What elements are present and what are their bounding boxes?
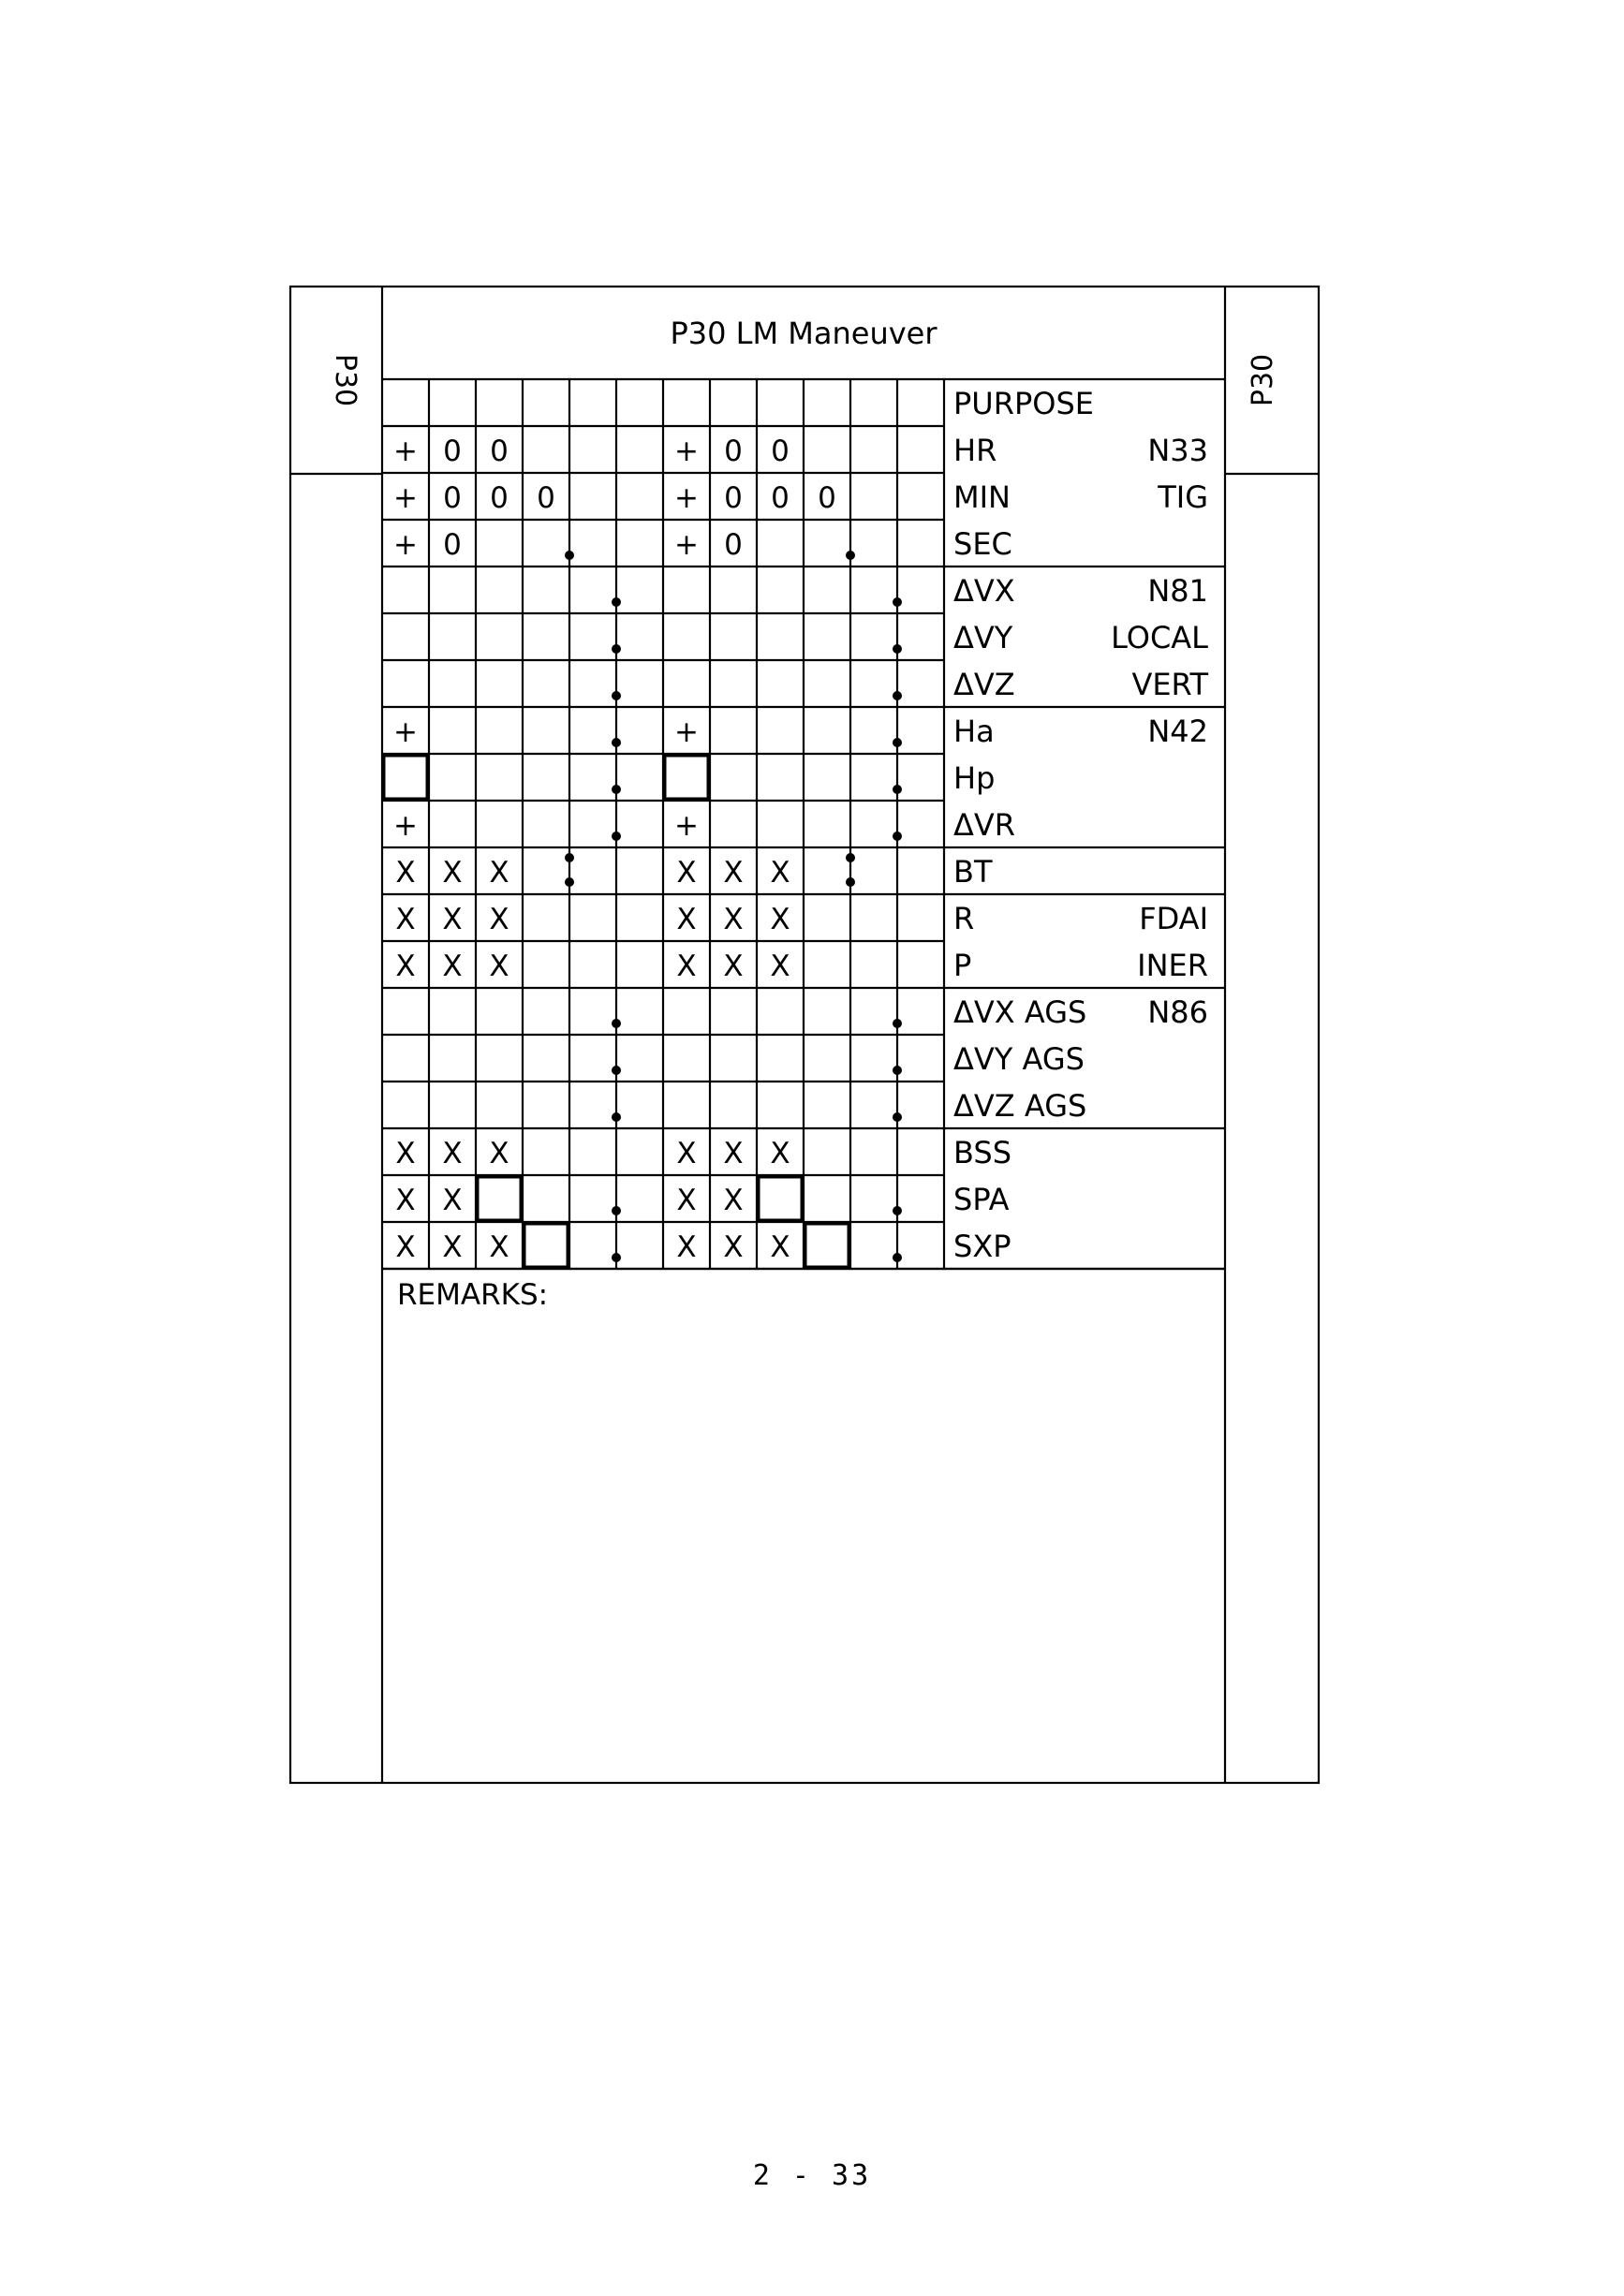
cell-value: X (489, 1230, 509, 1264)
cell-value: X (723, 1230, 744, 1264)
emphasis-box (384, 756, 427, 799)
decimal-point-marker (565, 551, 574, 560)
row-field-code: FDAI (1139, 901, 1208, 936)
cell-value: X (442, 1184, 463, 1217)
row-label: ΔVY (953, 620, 1013, 655)
right-side-tab (1247, 354, 1279, 406)
cell-value: X (723, 856, 744, 890)
cell-value: 0 (537, 481, 555, 515)
emphasis-box (478, 1177, 521, 1220)
decimal-point-marker (612, 1019, 621, 1028)
row-label: ΔVR (953, 807, 1016, 843)
cell-value: X (723, 949, 744, 983)
cell-value: X (723, 903, 744, 936)
row-label: ΔVZ (953, 667, 1015, 702)
colon-marker (565, 853, 574, 862)
decimal-point-marker (893, 691, 902, 700)
cell-value: 0 (771, 434, 790, 468)
form-row (953, 667, 1208, 702)
form-row (395, 948, 1208, 983)
cell-value: + (674, 715, 699, 749)
form-row (393, 714, 1208, 749)
cell-value: 0 (818, 481, 836, 515)
colon-marker (565, 877, 574, 887)
decimal-point-marker (893, 644, 902, 654)
row-label: HR (953, 433, 997, 468)
form-row (953, 994, 1208, 1030)
row-label: Hp (953, 760, 996, 796)
cell-value: 0 (490, 434, 509, 468)
cell-value: X (770, 949, 790, 983)
cell-value: X (723, 1184, 744, 1217)
cell-value: X (395, 1137, 416, 1170)
decimal-point-marker (612, 832, 621, 841)
form-row (393, 433, 1208, 468)
row-label: Ha (953, 714, 995, 749)
cell-value: + (674, 481, 699, 515)
row-label: SPA (953, 1182, 1010, 1217)
row-label: PURPOSE (953, 386, 1094, 421)
row-label: SEC (953, 526, 1012, 562)
cell-value: 0 (490, 481, 509, 515)
cell-value: + (393, 528, 418, 562)
page-number: 2 - 33 (752, 2159, 872, 2192)
cell-value: + (674, 528, 699, 562)
cell-value: + (393, 809, 418, 843)
cell-value: X (770, 856, 790, 890)
emphasis-box (665, 756, 708, 799)
form-row (953, 1088, 1086, 1124)
cell-value: X (676, 903, 697, 936)
right-tab-label: P30 (1247, 353, 1279, 407)
cell-value: X (676, 856, 697, 890)
decimal-point-marker (893, 832, 902, 841)
cell-value: X (676, 949, 697, 983)
row-field-code: INER (1137, 948, 1208, 983)
form-row (395, 1135, 1011, 1170)
row-label: ΔVX (953, 573, 1015, 609)
decimal-point-marker (612, 1112, 621, 1122)
row-label: BT (953, 854, 993, 890)
cell-value: 0 (724, 481, 743, 515)
row-label: P (953, 948, 972, 983)
cell-value: 0 (443, 481, 462, 515)
decimal-point-marker (893, 1253, 902, 1262)
emphasis-box (524, 1224, 568, 1267)
decimal-point-marker (846, 551, 855, 560)
cell-value: X (442, 1230, 463, 1264)
left-side-tab (329, 354, 362, 406)
row-label: ΔVY AGS (953, 1041, 1085, 1077)
entry-grid (382, 379, 1225, 1269)
form-row (393, 807, 1015, 843)
row-label: R (953, 901, 975, 936)
form-row (393, 479, 1208, 515)
cell-value: X (676, 1137, 697, 1170)
row-label: ΔVZ AGS (953, 1088, 1087, 1124)
row-label: SXP (953, 1229, 1011, 1264)
cell-value: 0 (443, 434, 462, 468)
row-field-code: N81 (1147, 573, 1208, 609)
row-field-code: N42 (1147, 714, 1208, 749)
row-field-code: TIG (1158, 479, 1208, 515)
decimal-point-marker (612, 785, 621, 794)
cell-value: X (395, 903, 416, 936)
cell-value: 0 (771, 481, 790, 515)
emphasis-box (759, 1177, 802, 1220)
form-row (953, 620, 1208, 655)
row-field-code: N33 (1147, 433, 1208, 468)
cell-value: + (393, 434, 418, 468)
cell-value: 0 (443, 528, 462, 562)
form-row (395, 1182, 1009, 1217)
row-field-code: N86 (1147, 994, 1208, 1030)
cell-value: X (442, 1137, 463, 1170)
decimal-point-marker (893, 1066, 902, 1075)
colon-marker (846, 853, 855, 862)
row-label: BSS (953, 1135, 1012, 1170)
emphasis-box (805, 1224, 849, 1267)
form-row (395, 901, 1208, 936)
form-row (953, 573, 1208, 609)
cell-value: X (442, 856, 463, 890)
cell-value: X (442, 949, 463, 983)
row-field-code: LOCAL (1111, 620, 1208, 655)
cell-value: X (489, 903, 509, 936)
decimal-point-marker (893, 1112, 902, 1122)
form-row (953, 1041, 1085, 1077)
left-tab-label: P30 (329, 353, 362, 407)
form-title: P30 LM Maneuver (670, 316, 937, 351)
cell-value: X (395, 856, 416, 890)
decimal-point-marker (612, 1206, 621, 1215)
form-row (393, 526, 1012, 562)
cell-value: 0 (724, 528, 743, 562)
cell-value: + (393, 715, 418, 749)
row-label: MIN (953, 479, 1011, 515)
decimal-point-marker (893, 597, 902, 607)
cell-value: + (393, 481, 418, 515)
decimal-point-marker (893, 785, 902, 794)
decimal-point-marker (612, 644, 621, 654)
decimal-point-marker (612, 738, 621, 747)
form-row (395, 1229, 1011, 1264)
form-row (395, 854, 993, 890)
cell-value: 0 (724, 434, 743, 468)
cell-value: + (674, 434, 699, 468)
colon-marker (846, 877, 855, 887)
decimal-point-marker (612, 1066, 621, 1075)
cell-value: X (489, 856, 509, 890)
cell-value: X (442, 903, 463, 936)
decimal-point-marker (612, 597, 621, 607)
cell-value: X (770, 1137, 790, 1170)
decimal-point-marker (893, 738, 902, 747)
cell-value: X (395, 1230, 416, 1264)
cell-value: X (489, 1137, 509, 1170)
row-label: ΔVX AGS (953, 994, 1087, 1030)
decimal-point-marker (893, 1206, 902, 1215)
cell-value: X (770, 903, 790, 936)
cell-value: + (674, 809, 699, 843)
decimal-point-marker (612, 691, 621, 700)
form-row (953, 760, 995, 796)
cell-value: X (395, 949, 416, 983)
decimal-point-marker (893, 1019, 902, 1028)
entry-rows (384, 386, 1208, 1267)
cell-value: X (395, 1184, 416, 1217)
cell-value: X (770, 1230, 790, 1264)
row-field-code: VERT (1131, 667, 1208, 702)
form-row (953, 386, 1094, 421)
cell-value: X (676, 1184, 697, 1217)
cell-value: X (723, 1137, 744, 1170)
remarks-label: REMARKS: (397, 1278, 549, 1312)
decimal-point-marker (612, 1253, 621, 1262)
cell-value: X (489, 949, 509, 983)
cell-value: X (676, 1230, 697, 1264)
